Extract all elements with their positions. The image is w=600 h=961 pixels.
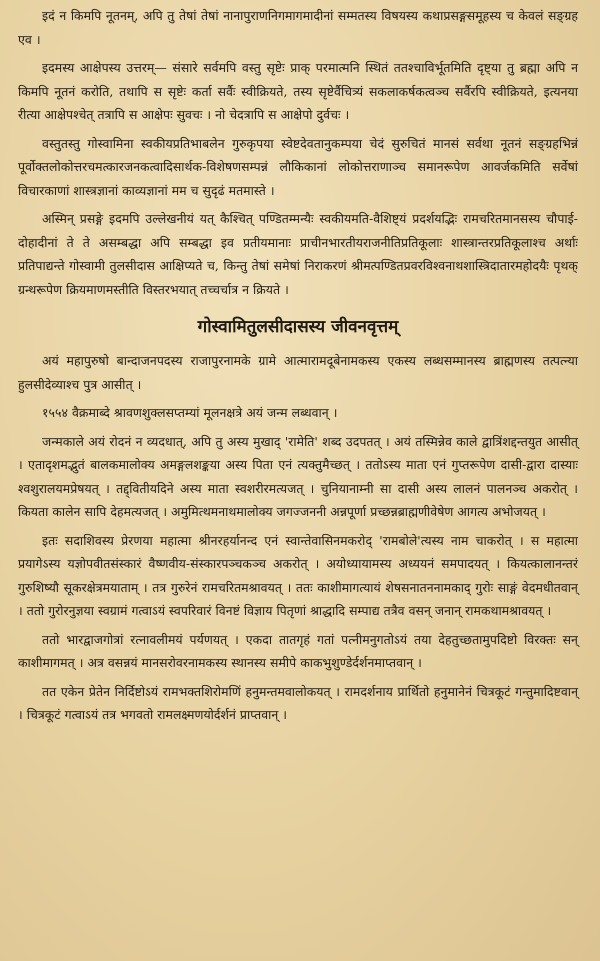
- paragraph-3: वस्तुतस्तु गोस्वामिना स्वकीयप्रतिभाबलेन गुरुकृपया स्वेष्टदेवतानुकम्पया चेदं सुरुचितं मानसं सर्वथा नूतनं सङ्ग्रहभिन्नं पूर्वोक्तलोकोत्तरचमत्कारजनकत्वादिसार्थक-विशेषणसम्पन्नं लौकिकानां लोकोत्तराणाञ्च समानरूपेण आवर्जकमिति सर्वेषां विचारकाणां शास्त्रज्ञानां काव्यज्ञानां मम च सुदृढं मतमास्ते ।: [18, 135, 578, 198]
- paragraph-10: तत एकेन प्रेतेन निर्दिष्टोऽयं रामभक्तशिरोमणिं हनुमन्तमवालोकयत् । रामदर्शनाय प्रार्थितो हनुमानेनं चित्रकूटं गन्तुमादिष्टवान् । चित्रकूटं गत्वाऽयं तत्र भगवतो रामलक्ष्मणयोर्दर्शनं प्राप्तवान् ।: [18, 683, 578, 722]
- paragraph-7: जन्मकाले अयं रोदनं न व्यदधात्, अपि तु अस्य मुखाद् 'रामेति' शब्द उदपतत् । अयं तस्मिन्नेव काले द्वात्रिंशद्दन्तयुत आसीत् । एतादृशमद्भुतं बालकमालोक्य अमङ्गलशङ्कया अस्य पिता एनं त्यक्तुमैच्छत् । ततोऽस्य माता एनं गुप्तरूपेण दासी-द्वारा दास्याः श्वशुरालयमप्रेषयत् । तद्द्वितीयदिने अस्य माता स्वशरीरमत्यजत् । चुनियानाम्नी सा दासी अस्य लालनं पालनञ्च अकरोत् । कियता कालेन सापि देहमत्यजत् । अमुमित्थमनाथमालोक्य जगज्जननी अन्नपूर्णा प्रच्छन्नब्राह्मणीवेषेण आगत्य अभोजयत् ।: [18, 433, 578, 519]
- section-heading: गोस्वामितुलसीदासस्य जीवनवृत्तम्: [197, 317, 399, 337]
- paragraph-5: अयं महापुरुषो बान्दाजनपदस्य राजापुरनामके ग्रामे आत्मारामदूबेनामकस्य एकस्य लब्धसम्मानस्य ब्राह्मणस्य तत्पत्न्या हुलसीदेव्याश्च पुत्र आसीत् ।: [18, 353, 578, 392]
- paragraph-6: १५५४ वैक्रमाब्दे श्रावणशुक्लसप्तम्यां मूलनक्षत्रे अयं जन्म लब्धवान् ।: [42, 405, 338, 420]
- paragraph-8: इतः सदाशिवस्य प्रेरणया महात्मा श्रीनरहर्यानन्द एनं स्वान्तेवासिनमकरोद् 'रामबोले'त्यस्य नाम चाकरोत् । स महात्मा प्रयागेऽस्य यज्ञोपवीतसंस्कारं वैष्णवीय-संस्कारपञ्चकञ्च अकरोत् । अयोध्यायामस्य अध्ययनं समपादयत् । कियत्कालानन्तरं गुरुशिष्यौ सूकरक्षेत्रमयाताम् । तत्र गुरुरेनं रामचरितमश्रावयत् । ततः काशीमागत्यायं शेषसनातननामकाद् गुरोः साङ्गं वेदमधीतवान् । ततो गुरोरनुज्ञया स्वग्रामं गत्वाऽयं स्वपरिवारं विनष्टं विज्ञाय पितृणां श्राद्धादि सम्पाद्य तत्रैव वसन् जनान् रामकथामश्रावयत् ।: [18, 532, 578, 618]
- paragraph-4: अस्मिन् प्रसङ्गे इदमपि उल्लेखनीयं यत् कैश्चित् पण्डितम्मन्यैः स्वकीयमति-वैशिष्ट्यं प्रदर्शयद्भिः रामचरितमानसस्य चौपाई-दोहादीनां ते ते असम्बद्धा अपि सम्बद्धा इव प्रतीयमानाः प्राचीनभारतीयराजनीतिप्रतिकूलाः शास्त्रान्तरप्रतिकूलाश्च अर्थाः प्रतिपाद्यन्ते गोस्वामी तुलसीदास आक्षिप्यते च, किन्तु तेषां समेषां निराकरणं श्रीमत्पण्डितप्रवरविश्वनाथशास्त्रिदातारमहोदयैः पृथक् ग्रन्थरूपेण क्रियमाणमस्तीति विस्तरभयात् तच्चर्चात्र न क्रियते ।: [18, 211, 578, 297]
- paragraph-9: ततो भारद्वाजगोत्रां रत्नावलीमयं पर्यणयत् । एकदा तातगृहं गतां पत्नीमनुगतोऽयं तया देहतुच्छतामुपदिष्टो विरक्तः सन् काशीमागमत् । अत्र वसन्नयं मानसरोवरनामकस्य स्थानस्य समीपे काकभुशुण्डेर्दर्शनमाप्तवान् ।: [18, 631, 578, 670]
- paragraph-1: इदं न किमपि नूतनम्, अपि तु तेषां तेषां नानापुराणनिगमागमादीनां सम्मतस्य विषयस्य कथाप्रसङ्गसमूहस्य च केवलं सङ्ग्रह एव ।: [18, 8, 578, 47]
- paragraph-2: इदमस्य आक्षेपस्य उत्तरम्— संसारे सर्वमपि वस्तु सृष्टेः प्राक् परमात्मनि स्थितं ततश्चाविर्भूतमिति दृष्ट्या तु ब्रह्मा अपि न किमपि नूतनं करोति, तथापि स सृष्टेः कर्ता सर्वैः स्वीक्रियते, तस्य सृष्टेर्वैचित्र्यं सकलाकर्षकत्वञ्च सर्वैरपि स्वीक्रियते, इत्यनया रीत्या आक्षेपश्चेत् तत्रापि स आक्षेपः सुवचः । नो चेदत्रापि स आक्षेपो दुर्वचः ।: [18, 60, 578, 122]
